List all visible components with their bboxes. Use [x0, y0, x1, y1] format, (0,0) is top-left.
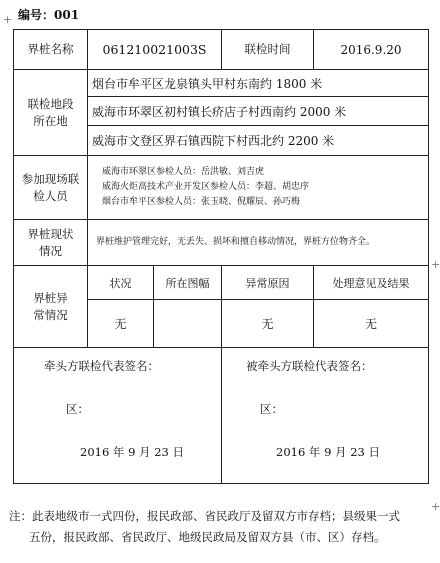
participants-line-2: 威海火炬高技术产业开发区参检人员：李超、胡忠序 [102, 182, 310, 192]
status-text: 界桩维护管理完好，无丢失、损坏和擅自移动情况，界桩方位物齐全。 [88, 220, 429, 266]
location-line-1: 烟台市牟平区龙泉镇头甲村东南约 1800 米 [88, 70, 429, 97]
footnote-line-2: 五份，报民政部、省民政厅、地级民政局及留双方县（市、区）存档。 [29, 530, 386, 544]
table-move-handle-icon[interactable]: + [3, 13, 13, 26]
location-label: 联检地段所在地 [14, 70, 88, 156]
participants-line-1: 威海市环翠区参检人员：岳洪敏、刘吉虎 [102, 167, 265, 177]
lead-signature-cell [14, 348, 222, 484]
partner-signature-cell [222, 348, 429, 484]
footnote [9, 506, 429, 548]
add-column-handle-icon[interactable]: + [431, 258, 440, 271]
status-label: 界桩现状情况 [14, 220, 88, 266]
lead-signature-title: 牵头方联检代表签名： [44, 359, 159, 373]
abnormal-label: 界桩异常情况 [14, 266, 88, 348]
abnormal-value-map-sheet [154, 300, 222, 348]
abnormal-value-cause: 无 [222, 300, 314, 348]
pile-name-label: 界桩名称 [14, 30, 88, 70]
abnormal-header-status: 状况 [88, 266, 154, 300]
partner-signature-date: 2016 年 9 月 23 日 [276, 445, 380, 459]
boundary-inspection-form [13, 29, 429, 484]
partner-signature-title: 被牵头方联检代表签名： [246, 359, 373, 373]
participants-line-3: 烟台市牟平区参检人员：张玉晓、倪耀辰、孙巧梅 [102, 197, 301, 207]
location-line-3: 威海市文登区界石镇西院下村西北约 2200 米 [88, 126, 429, 156]
location-line-2: 威海市环翠区初村镇长疥店子村西南约 2000 米 [88, 97, 429, 126]
abnormal-value-handling: 无 [314, 300, 429, 348]
abnormal-header-handling: 处理意见及结果 [314, 266, 429, 300]
abnormal-header-map-sheet: 所在图幅 [154, 266, 222, 300]
partner-region-label: 区： [260, 402, 283, 416]
pile-name-value: 061210021003S [88, 30, 222, 70]
serial-number: 编号：001 [18, 8, 80, 22]
lead-signature-date: 2016 年 9 月 23 日 [80, 445, 184, 459]
footnote-line-1: 注：此表地级市一式四份，报民政部、省民政厅及留双方市存档；县级果一式 [9, 509, 400, 523]
table-resize-handle-icon[interactable]: + [431, 500, 440, 513]
lead-region-label: 区： [66, 402, 89, 416]
participants-label: 参加现场联检人员 [14, 156, 88, 220]
inspection-time-value: 2016.9.20 [314, 30, 429, 70]
abnormal-value-status: 无 [88, 300, 154, 348]
abnormal-header-cause: 异常原因 [222, 266, 314, 300]
participants-list [88, 156, 429, 220]
inspection-time-label: 联检时间 [222, 30, 314, 70]
